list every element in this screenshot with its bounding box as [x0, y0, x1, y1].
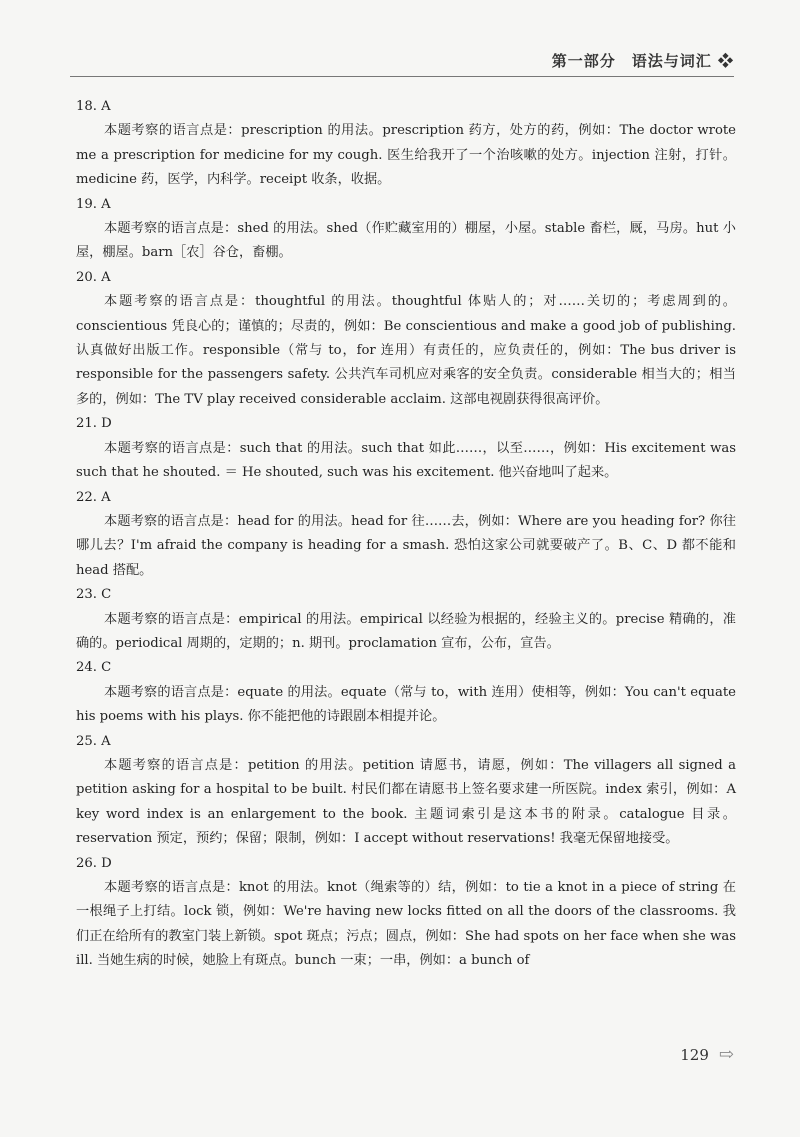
- entry-text: 本题考察的语言点是：shed 的用法。shed（作贮藏室用的）棚屋，小屋。stable 畜栏，厩，马房。hut 小屋，棚屋。barn［农］谷仓，畜棚。: [76, 221, 736, 261]
- entry-21: [76, 412, 736, 485]
- entry-20: [76, 266, 736, 412]
- entry-23: [76, 583, 736, 656]
- entry-number: 24. C: [76, 660, 112, 676]
- entry-22: [76, 486, 736, 584]
- page-number: 129: [680, 1045, 709, 1064]
- entry-19: [76, 193, 736, 266]
- header-title: 第一部分 语法与词汇: [551, 52, 712, 70]
- page-footer: [680, 1044, 734, 1065]
- entry-number: 21. D: [76, 416, 112, 432]
- entry-number: 19. A: [76, 196, 111, 212]
- entry-number: 22. A: [76, 489, 111, 505]
- entry-number: 25. A: [76, 733, 111, 749]
- entry-number: 18. A: [76, 99, 111, 114]
- entry-number: 23. C: [76, 587, 112, 603]
- entry-text: 本题考察的语言点是：equate 的用法。equate（常与 to，with 连用）使相等，例如：You can't equate his poems with his plays. 你不能把他的诗跟剧本相提并论。: [76, 684, 736, 725]
- entry-text: 本题考察的语言点是：head for 的用法。head for 往……去，例如：Where are you heading for? 你往哪儿去？I'm afraid the company is heading for a smash. 恐怕这家公司就要破产了。B、C、D 都不能和 head 搭配。: [76, 513, 736, 578]
- header-rule: [70, 76, 734, 77]
- header-ornament-icon: ❖: [717, 52, 734, 70]
- entry-text: 本题考察的语言点是：petition 的用法。petition 请愿书，请愿，例如：The villagers all signed a petition asking for a hospital to be built. 村民们都在请愿书上签名要求建一所医院。index 索引，例如：A key word index is an enlargement to the book. 主题词索引是这本书的附录。catalogue 目录。reservation 预定，预约；保留；限制，例如：I accept without reservations! 我毫无保留地接受。: [76, 757, 736, 847]
- answer-explanations: [76, 95, 736, 974]
- entry-24: [76, 656, 736, 729]
- entry-number: 20. A: [76, 269, 111, 285]
- entry-number: 26. D: [76, 855, 112, 871]
- entry-25: [76, 730, 736, 852]
- entry-text: 本题考察的语言点是：empirical 的用法。empirical 以经验为根据的，经验主义的。precise 精确的，准确的。periodical 周期的，定期的；n. 期刊。proclamation 宣布，公布，宣告。: [76, 611, 736, 651]
- entry-text: 本题考察的语言点是：thoughtful 的用法。thoughtful 体贴人的；对……关切的；考虑周到的。conscientious 凭良心的；谨慎的；尽责的，例如：Be conscientious and make a good job of publishing. 认真做好出版工作。responsible（常与 to，for 连用）有责任的，应负责任的，例如：The bus driver is responsible for the passengers safety. 公共汽车司机应对乘客的安全负责。considerable 相当大的；相当多的，例如：The TV play received considerable acclaim. 这部电视剧获得很高评价。: [76, 294, 736, 407]
- running-header: [552, 50, 734, 71]
- next-page-arrow-icon: ⇨: [718, 1044, 734, 1065]
- entry-text: 本题考察的语言点是：such that 的用法。such that 如此……，以至……，例如：His excitement was such that he shouted. ＝ He shouted, such was his excitement. 他兴奋地叫了起来。: [76, 440, 736, 481]
- entry-text: 本题考察的语言点是：prescription 的用法。prescription 药方，处方的药，例如：The doctor wrote me a prescription for medicine for my cough. 医生给我开了一个治咳嗽的处方。injection 注射，打针。medicine 药，医学，内科学。receipt 收条，收据。: [76, 123, 736, 188]
- entry-text: 本题考察的语言点是：knot 的用法。knot（绳索等的）结，例如：to tie a knot in a piece of string 在一根绳子上打结。lock 锁，例如：We're having new locks fitted on all the doors of the classrooms. 我们正在给所有的教室门装上新锁。spot 斑点；污点；圆点，例如：She had spots on her face when she was ill. 当她生病的时候，她脸上有斑点。bunch 一束；一串，例如：a bunch of: [76, 880, 736, 969]
- entry-26: [76, 852, 736, 974]
- entry-18: [76, 95, 736, 193]
